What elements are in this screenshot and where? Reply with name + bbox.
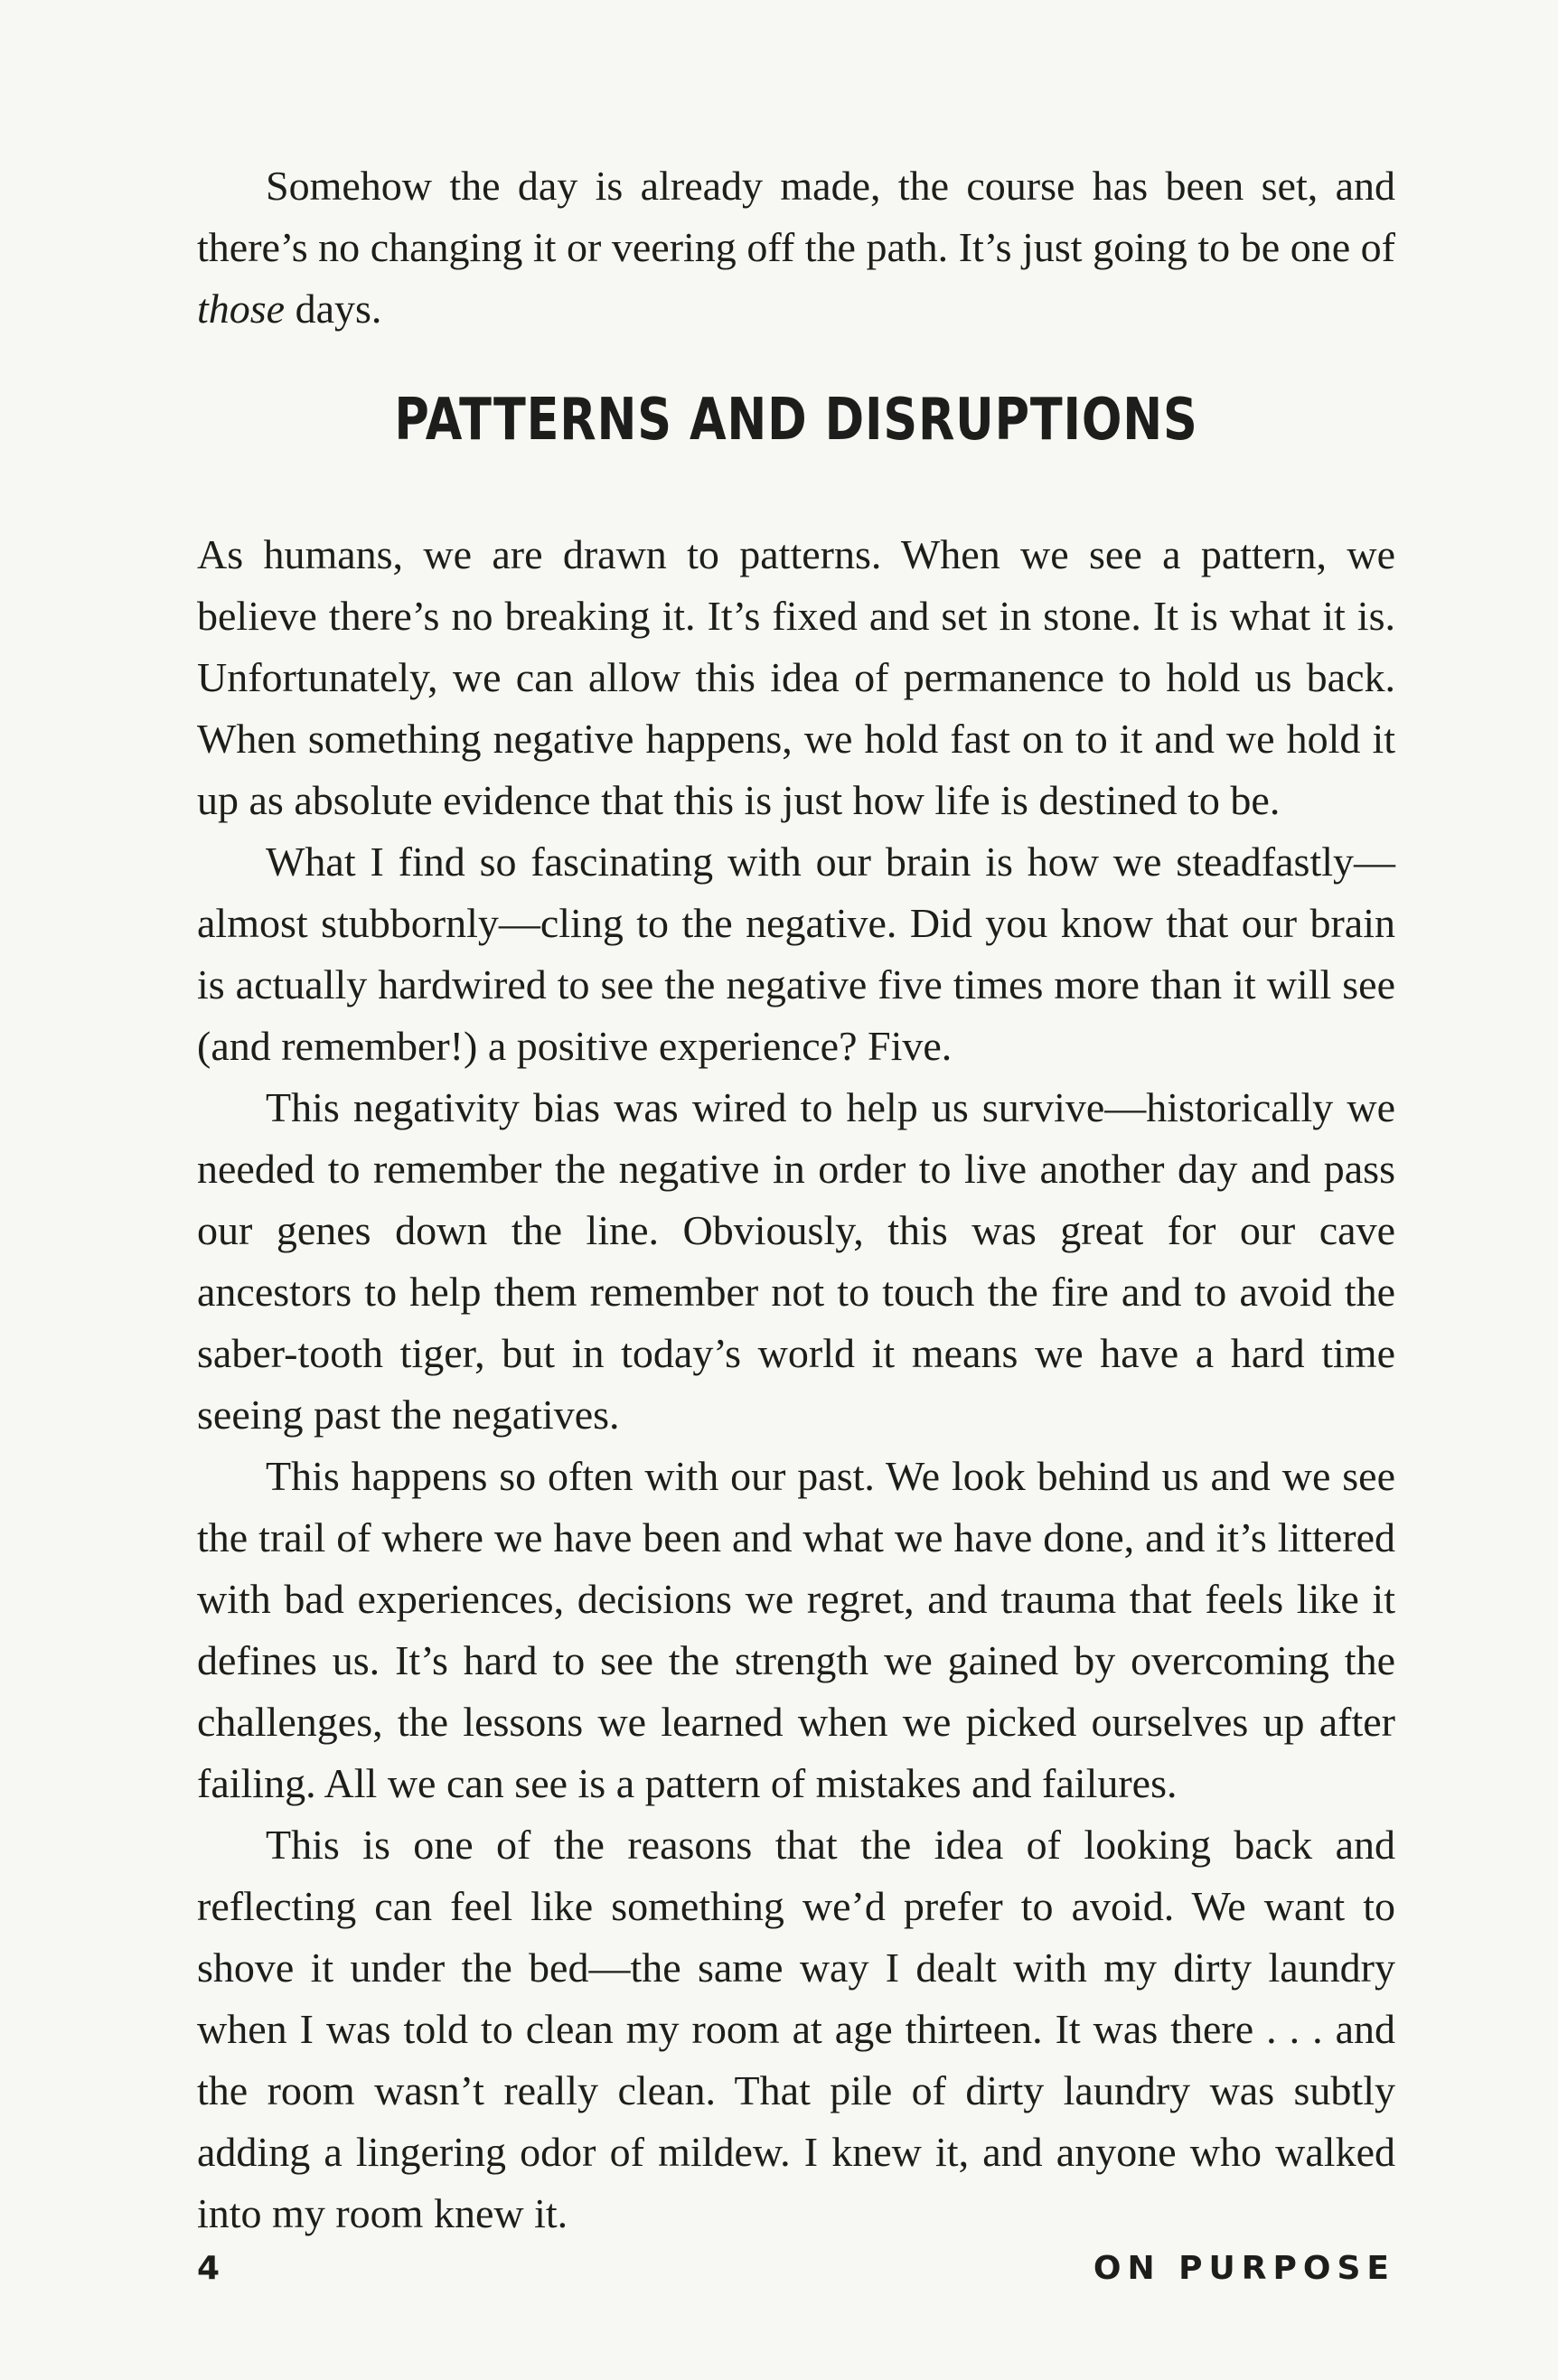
page-footer (197, 2246, 1395, 2291)
section-heading: PATTERNS AND DISRUPTIONS (394, 387, 1198, 454)
running-title: ON PURPOSE (1093, 2250, 1395, 2287)
intro-text-start: Somehow the day is already made, the course has been set, and there’s no changing it or veering off the path. It’s just going to be one of (197, 163, 1395, 270)
body-paragraph-5: This is one of the reasons that the idea of looking back and reflecting can feel like something we’d prefer to avoid. We want to shove it under the bed—the same way I dealt with my dirty laundry when I was told to clean my room at age thirteen. It was there . . . and the room wasn’t really clean. That pile of dirty laundry was subtly adding a lingering odor of mildew. I knew it, and anyone who walked into my room knew it. (197, 1822, 1395, 2236)
body-paragraph-1: As humans, we are drawn to patterns. When we see a pattern, we believe there’s no breaking it. It’s fixed and set in stone. It is what it is. Unfortunately, we can allow this idea of permanence to hold us back. When something negative happens, we hold fast on to it and we hold it up as absolute evidence that this is just how life is destined to be. (197, 531, 1395, 823)
intro-paragraph-block (197, 155, 1395, 340)
intro-paragraph (197, 155, 1395, 340)
body-paragraph-3: This negativity bias was wired to help us survive—historically we needed to remember the negative in order to live another day and pass our genes down the line. Obviously, this was great for our cave ancestors to help them remember not to touch the fire and to avoid the saber-tooth tiger, but in today’s world it means we have a hard time seeing past the negatives. (197, 1084, 1395, 1438)
page-number: 4 (197, 2250, 221, 2287)
body-text (197, 524, 1395, 2244)
intro-text-end: days. (285, 286, 382, 332)
body-paragraph-2: What I find so fascinating with our brain is how we steadfastly—almost stubbornly—cling to the negative. Did you know that our brain is actually hardwired to see the negative five times more than it will see (and remember!) a positive experience? Five. (197, 839, 1395, 1069)
body-paragraph-4: This happens so often with our past. We look behind us and we see the trail of where we have been and what we have done, and it’s littered with bad experiences, decisions we regret, and trauma that feels like it defines us. It’s hard to see the strength we gained by overcoming the challenges, the lessons we learned when we picked ourselves up after failing. All we can see is a pattern of mistakes and failures. (197, 1453, 1395, 1806)
intro-italic-word: those (197, 286, 286, 332)
